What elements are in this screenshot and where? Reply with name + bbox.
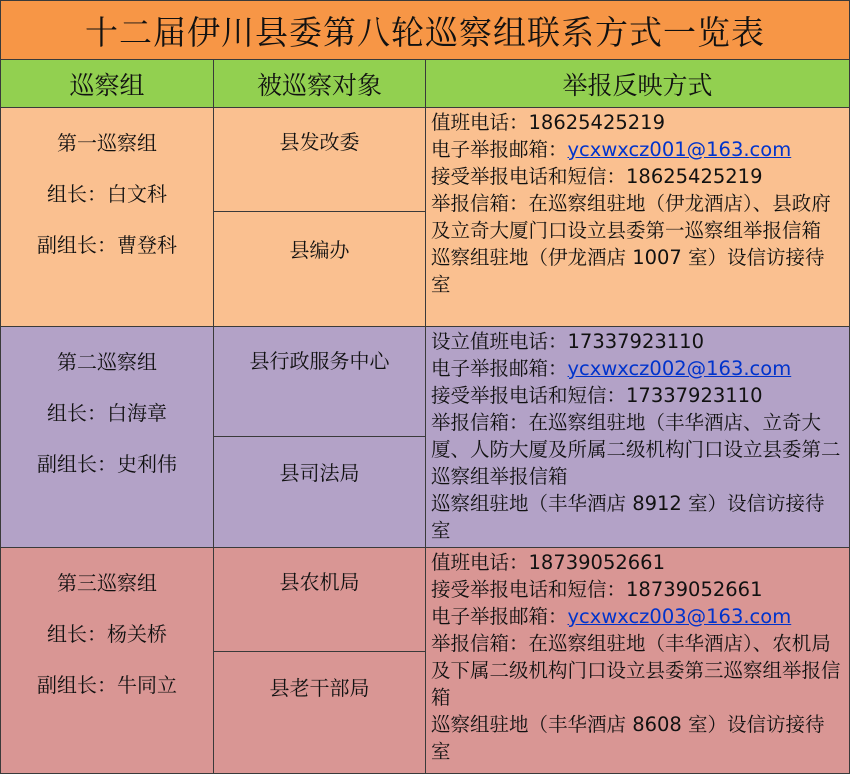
column-divider bbox=[213, 60, 214, 773]
email-line bbox=[431, 603, 843, 630]
contact-info bbox=[431, 549, 843, 765]
group-deputy: 副组长：史利伟 bbox=[37, 452, 177, 476]
group-leaders bbox=[1, 108, 213, 336]
email-label: 电子举报邮箱： bbox=[431, 357, 568, 380]
visit-room: 巡察组驻地（伊龙酒店 1007 室）设信访接待室 bbox=[431, 246, 825, 296]
target-item: 县行政服务中心 bbox=[249, 349, 390, 373]
target-divider bbox=[214, 651, 425, 652]
group-leader: 组长：白文科 bbox=[47, 182, 167, 206]
report-mailbox: 举报信箱：在巡察组驻地（伊龙酒店）、县政府及立奇大厦门口设立县委第一巡察组举报信箱 bbox=[431, 192, 831, 242]
target-item: 县编办 bbox=[289, 238, 350, 262]
email-label: 电子举报邮箱： bbox=[431, 605, 568, 628]
report-mailbox: 举报信箱：在巡察组驻地（丰华酒店、立奇大厦、人防大厦及所属二级机构门口设立县委第二巡察组举报信箱 bbox=[431, 411, 841, 488]
email-link[interactable]: ycxwxcz003@163.com bbox=[567, 605, 792, 628]
target-item: 县农机局 bbox=[279, 570, 360, 594]
header-targets: 被巡察对象 bbox=[256, 70, 382, 100]
group-leader: 组长：白海章 bbox=[47, 401, 167, 425]
group-name: 第三巡察组 bbox=[57, 571, 157, 595]
contact-info bbox=[431, 328, 843, 544]
duty-phone: 值班电话：18739052661 bbox=[431, 551, 665, 574]
group-leader: 组长：杨关桥 bbox=[47, 622, 167, 646]
visit-room: 巡察组驻地（丰华酒店 8608 室）设信访接待室 bbox=[431, 713, 825, 763]
column-divider bbox=[425, 60, 426, 773]
group-deputy: 副组长：牛同立 bbox=[37, 673, 177, 697]
email-link[interactable]: ycxwxcz002@163.com bbox=[567, 357, 792, 380]
duty-phone: 值班电话：18625425219 bbox=[431, 111, 665, 134]
email-link[interactable]: ycxwxcz001@163.com bbox=[567, 138, 792, 161]
contact-info bbox=[431, 109, 843, 298]
sms-phone: 接受举报电话和短信：18739052661 bbox=[431, 578, 763, 601]
email-line bbox=[431, 355, 843, 382]
header-group: 巡察组 bbox=[69, 70, 145, 100]
visit-room: 巡察组驻地（丰华酒店 8912 室）设信访接待室 bbox=[431, 492, 825, 542]
table-title: 十二届伊川县委第八轮巡察组联系方式一览表 bbox=[1, 1, 849, 60]
target-item: 县老干部局 bbox=[269, 676, 370, 700]
sms-phone: 接受举报电话和短信：18625425219 bbox=[431, 165, 763, 188]
group-leaders bbox=[1, 327, 213, 557]
target-item: 县发改委 bbox=[279, 130, 360, 154]
group-name: 第一巡察组 bbox=[57, 131, 157, 155]
header-contact: 举报反映方式 bbox=[562, 70, 713, 100]
target-divider bbox=[214, 211, 425, 212]
sms-phone: 接受举报电话和短信：17337923110 bbox=[431, 384, 763, 407]
target-item: 县司法局 bbox=[279, 461, 360, 485]
group-deputy: 副组长：曹登科 bbox=[37, 233, 177, 257]
email-label: 电子举报邮箱： bbox=[431, 138, 568, 161]
report-mailbox: 举报信箱：在巡察组驻地（丰华酒店）、农机局及下属二级机构门口设立县委第三巡察组举报信箱 bbox=[431, 632, 841, 709]
email-line bbox=[431, 136, 843, 163]
target-divider bbox=[214, 436, 425, 437]
group-leaders bbox=[1, 548, 213, 783]
duty-phone: 设立值班电话：17337923110 bbox=[431, 330, 704, 353]
group-name: 第二巡察组 bbox=[57, 350, 157, 374]
